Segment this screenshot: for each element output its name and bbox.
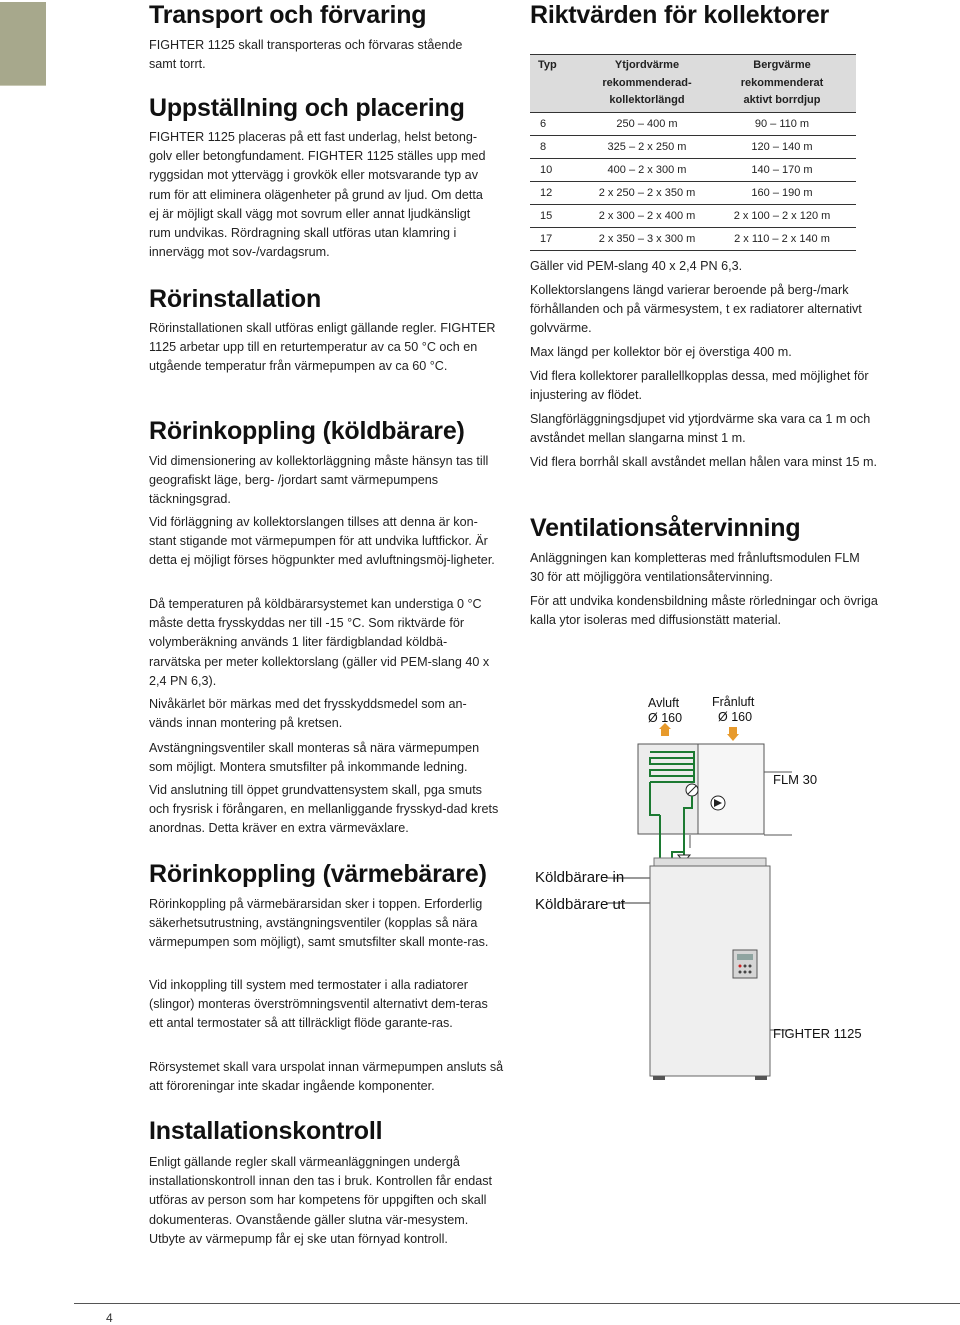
heading-riktvarden: Riktvärden för kollektorer bbox=[530, 1, 830, 29]
fighter-unit bbox=[650, 858, 790, 1080]
cell-berg: 90 – 110 m bbox=[708, 112, 856, 135]
header-berg-line2: rekommenderat bbox=[740, 76, 824, 89]
cell-typ: 8 bbox=[530, 135, 586, 158]
flm-module bbox=[638, 744, 792, 848]
heading-transport: Transport och förvaring bbox=[149, 1, 427, 29]
riktvarden-text-2: Max längd per kollektor bör ej överstiga 400 m. bbox=[530, 345, 792, 359]
cell-ytjord: 2 x 250 – 2 x 350 m bbox=[586, 181, 708, 204]
cell-ytjord: 325 – 2 x 250 m bbox=[586, 135, 708, 158]
cell-typ: 15 bbox=[530, 204, 586, 227]
koldbarare-text-4: Nivåkärlet bör märkas med det frysskyddsmedel som an-vänds innan montering på kretsen. bbox=[149, 697, 467, 731]
rorinstallation-text: Rörinstallationen skall utföras enligt gällande regler. FIGHTER 1125 arbetar upp till en returtemperatur av ca 50 °C och en utgående temperatur från värmepumpen av ca 60 °C. bbox=[149, 321, 496, 374]
koldbarare-text-5: Avstängningsventiler skall monteras så nära värmepumpen som möjligt. Montera smutsfilter på inkommande ledning. bbox=[149, 741, 480, 775]
varmebarare-text-3: Rörsystemet skall vara urspolat innan värmepumpen ansluts så att föroreningar inte skadar ingående komponenter. bbox=[149, 1060, 504, 1094]
cell-typ: 17 bbox=[530, 227, 586, 250]
varmebarare-text-1: Rörinkoppling på värmebärarsidan sker i toppen. Erforderlig säkerhetsutrustning, avstängningsventiler (kopplas så nära värmepumpen som möjligt), samt smutsfilter skall monte-ras. bbox=[149, 897, 489, 950]
heading-placering: Uppställning och placering bbox=[149, 94, 465, 122]
koldbarare-text-1: Vid dimensionering av kollektorläggning måste hänsyn tas till geografiskt läge, berg- /jordart samt värmepumpens täckningsgrad. bbox=[149, 454, 489, 507]
ventilation-text-2: För att undvika kondensbildning måste rörledningar och övriga kalla ytor isoleras med diffusionstätt material. bbox=[530, 594, 878, 628]
heading-rorinstallation: Rörinstallation bbox=[149, 285, 322, 313]
riktvarden-text-1: Kollektorslangens längd varierar beroende på berg-/mark förhållanden och på värmesystem, t ex radiatorer alternativt golvvärme. bbox=[530, 283, 862, 336]
cell-typ: 12 bbox=[530, 181, 586, 204]
cell-berg: 2 x 100 – 2 x 120 m bbox=[708, 204, 856, 227]
label-franluft-dim: Ø 160 bbox=[718, 710, 753, 724]
koldbarare-text-3: Då temperaturen på köldbärarsystemet kan understiga 0 °C måste detta frysskyddas ner till -15 °C. Som riktvärde för volymberäkning används 1 liter färdigblandad köldbä-rarvätska per meter kollektorslang (gäller vid PEM-slang 40 x 2,4 PN 6,3). bbox=[149, 597, 490, 688]
label-avluft-dim: Ø 160 bbox=[648, 711, 683, 725]
label-flm: FLM 30 bbox=[773, 772, 818, 787]
cell-ytjord: 250 – 400 m bbox=[586, 112, 708, 135]
cell-berg: 160 – 190 m bbox=[708, 181, 856, 204]
header-ytjord-line1: Ytjordvärme bbox=[614, 59, 680, 71]
footer-rule bbox=[74, 1303, 960, 1304]
koldbarare-text-2: Vid förläggning av kollektorslangen tillses att denna är kon-stant stigande mot värmepumpen för att undvika luftfickor. Är detta ej möjligt förses högpunkter med avluftningsmöj-ligheter. bbox=[149, 515, 495, 568]
label-koldbarare-in: Köldbärare in bbox=[535, 869, 625, 886]
label-avluft: Avluft bbox=[648, 696, 680, 710]
header-berg-line3: aktivt borrdjup bbox=[743, 94, 821, 106]
label-franluft: Frånluft bbox=[712, 695, 755, 709]
cell-ytjord: 400 – 2 x 300 m bbox=[586, 158, 708, 181]
cell-berg: 120 – 140 m bbox=[708, 135, 856, 158]
placering-text: FIGHTER 1125 placeras på ett fast underlag, helst betong-golv eller betongfundament. FIGHTER 1125 ställes upp med ryggsidan mot yttervägg i grovkök eller motsvarande typ av rum för att eliminera olägenheter på grund av ljud. Om detta ej är möjligt skall vägg mot sovrum eller annat ljudkänsligt rum undvikas. Rördragning skall utföras utan klamring i innervägg mot sov-/vardagsrum. bbox=[149, 130, 486, 260]
cell-typ: 6 bbox=[530, 112, 586, 135]
label-koldbarare-ut: Köldbärare ut bbox=[535, 896, 626, 913]
cell-ytjord: 2 x 300 – 2 x 400 m bbox=[586, 204, 708, 227]
kontroll-text: Enligt gällande regler skall värmeanläggningen undergå installationskontroll innan den tas i bruk. Kontrollen får endast utföras av person som har kompetens för uppgiften och skall dokumenteras. Ovanstående gäller slutna vär-mesystem. Utbyte av värmepump får ej ske utan förnyad kontroll. bbox=[149, 1155, 493, 1246]
varmebarare-text-2: Vid inkoppling till system med termostater i alla radiatorer (slingor) monteras överströmningsventil alternativt dem-teras ett antal termostater så att tillräckligt flöde garante-ras. bbox=[149, 978, 488, 1031]
heading-varmebarare: Rörinkoppling (värmebärare) bbox=[149, 860, 487, 888]
page-number: 4 bbox=[106, 1311, 113, 1325]
cell-berg: 140 – 170 m bbox=[708, 158, 856, 181]
riktvarden-text-3: Vid flera kollektorer parallellkopplas dessa, med möjlighet för injustering av flödet. bbox=[530, 369, 869, 403]
koldbarare-text-6: Vid anslutning till öppet grundvattensystem skall, pga smuts och frysrisk i förångaren, en mellanliggande frysskyd-dad krets anordnas. Detta kräver en extra värmeväxlare. bbox=[149, 783, 499, 836]
heading-ventilation: Ventilationsåtervinning bbox=[530, 514, 801, 542]
header-berg-line1: Bergvärme bbox=[753, 59, 811, 71]
franluft-arrow bbox=[727, 727, 739, 741]
cell-berg: 2 x 110 – 2 x 140 m bbox=[708, 227, 856, 250]
transport-text: FIGHTER 1125 skall transporteras och förvaras stående samt torrt. bbox=[149, 38, 463, 72]
cell-typ: 10 bbox=[530, 158, 586, 181]
heading-koldbarare: Rörinkoppling (köldbärare) bbox=[149, 417, 465, 445]
header-typ: Typ bbox=[530, 55, 586, 113]
ventilation-text-1: Anläggningen kan kompletteras med frånluftsmodulen FLM 30 för att möjliggöra ventilationsåtervinning. bbox=[530, 551, 860, 585]
table-note: Gäller vid PEM-slang 40 x 2,4 PN 6,3. bbox=[530, 259, 743, 273]
header-ytjord-line3: kollektorlängd bbox=[609, 94, 685, 106]
header-ytjord-line2: rekommenderad- bbox=[602, 76, 692, 89]
heading-kontroll: Installationskontroll bbox=[149, 1117, 383, 1145]
cell-ytjord: 2 x 350 – 3 x 300 m bbox=[586, 227, 708, 250]
label-fighter: FIGHTER 1125 bbox=[773, 1026, 862, 1041]
riktvarden-text-5: Vid flera borrhål skall avståndet mellan hålen vara minst 15 m. bbox=[530, 455, 877, 469]
riktvarden-text-4: Slangförläggningsdjupet vid ytjordvärme ska vara ca 1 m och avståndet mellan slangarna minst 1 m. bbox=[530, 412, 871, 446]
